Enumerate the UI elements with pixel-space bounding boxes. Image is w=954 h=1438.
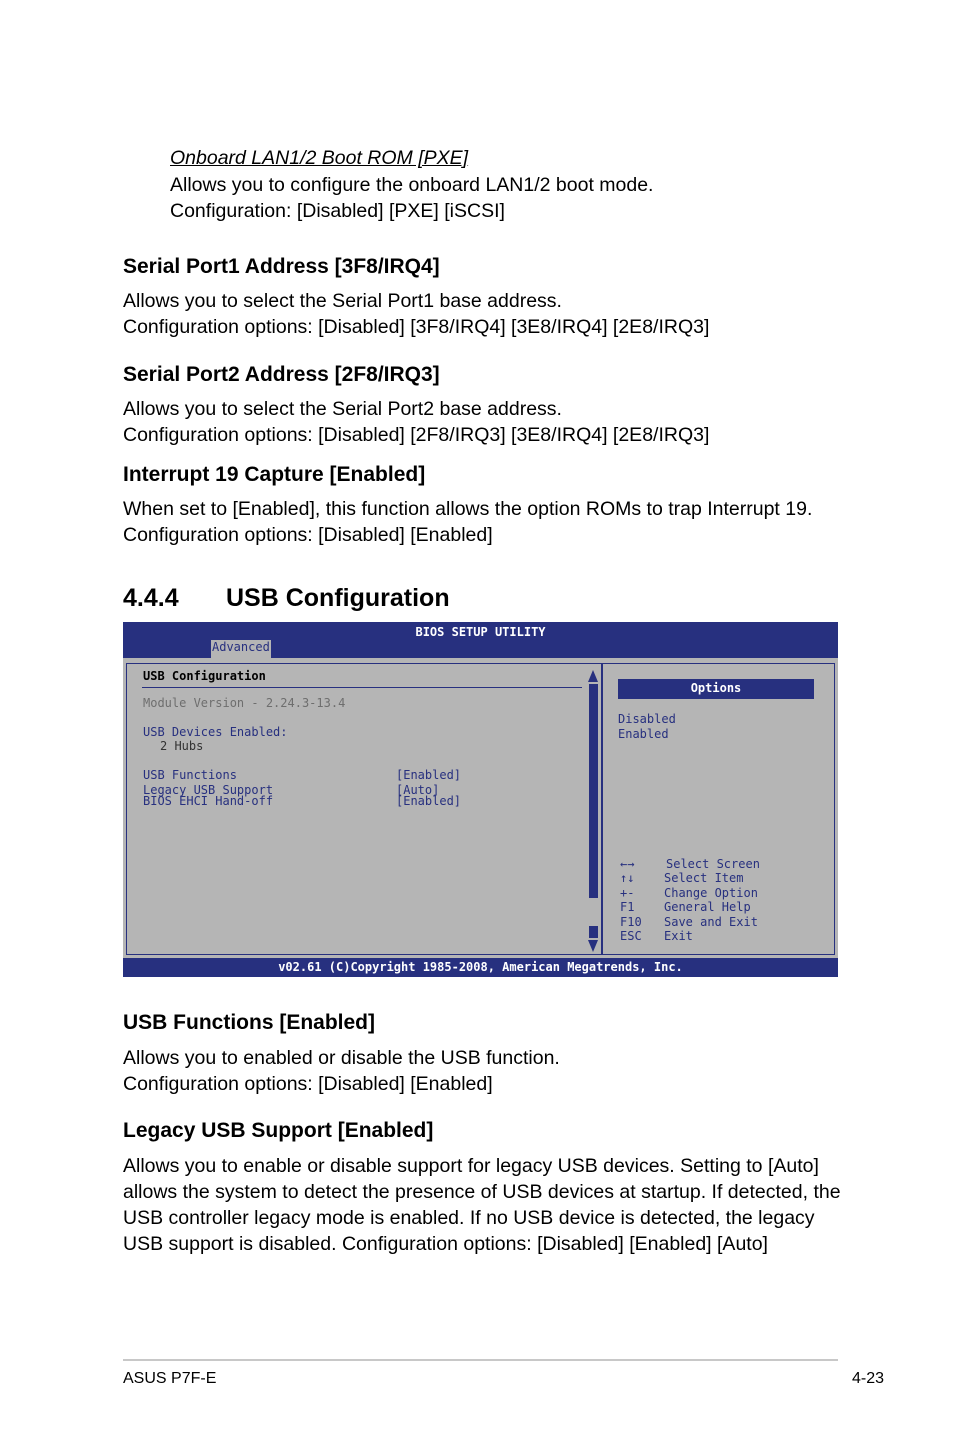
serial-port1-config: Configuration options: [Disabled] [3F8/IRQ4] [3E8/IRQ4] [2E8/IRQ3]: [123, 316, 710, 338]
serial-port2-desc: Allows you to select the Serial Port2 base address.: [123, 398, 562, 420]
legacy-usb-heading: Legacy USB Support [Enabled]: [123, 1119, 434, 1142]
lan-boot-rom-config: Configuration: [Disabled] [PXE] [iSCSI]: [170, 200, 505, 222]
bios-header: [123, 622, 838, 658]
help-exit: Exit: [664, 929, 693, 943]
bios-main-panel: [126, 663, 602, 955]
lan-boot-rom-desc: Allows you to configure the onboard LAN1/2 boot mode.: [170, 174, 654, 196]
help-general-help: General Help: [664, 900, 751, 914]
interrupt19-heading: Interrupt 19 Capture [Enabled]: [123, 463, 426, 486]
bios-value-legacy-usb[interactable]: [Auto]: [396, 783, 440, 797]
usb-functions-config: Configuration options: [Disabled] [Enabled]: [123, 1073, 493, 1095]
legacy-usb-line-3: USB controller legacy mode is enabled. If no USB device is detected, the legacy: [123, 1207, 815, 1229]
help-key-esc: ESC: [620, 929, 642, 943]
footer-product: ASUS P7F-E: [123, 1370, 217, 1387]
help-key-arrows-lr: ←→: [620, 857, 635, 871]
interrupt19-desc: When set to [Enabled], this function allows the option ROMs to trap Interrupt 19.: [123, 498, 813, 520]
serial-port2-heading: Serial Port2 Address [2F8/IRQ3]: [123, 363, 440, 386]
legacy-usb-line-2: allows the system to detect the presence of USB devices at startup. If detected, the: [123, 1181, 841, 1203]
bios-screen: [123, 622, 838, 977]
footer-page-number: 4-23: [852, 1370, 885, 1387]
serial-port1-desc: Allows you to select the Serial Port1 base address.: [123, 290, 562, 312]
help-change-option: Change Option: [664, 886, 758, 900]
module-version: Module Version - 2.24.3-13.4: [143, 696, 346, 710]
bios-value-ehci-handoff[interactable]: [Enabled]: [396, 794, 462, 808]
bios-title: BIOS SETUP UTILITY: [415, 625, 546, 639]
footer-rule: [123, 1359, 838, 1361]
usb-devices-value: 2 Hubs: [160, 739, 204, 753]
usb-functions-desc: Allows you to enabled or disable the USB function.: [123, 1047, 560, 1069]
section-number: 4.4.4: [123, 584, 179, 612]
bios-item-ehci-handoff[interactable]: BIOS EHCI Hand-off: [143, 794, 274, 808]
bios-help-panel: [602, 663, 835, 955]
legacy-usb-line-1: Allows you to enable or disable support for legacy USB devices. Setting to [Auto]: [123, 1155, 819, 1177]
bios-panel-title: USB Configuration: [143, 669, 266, 683]
help-save-exit: Save and Exit: [664, 915, 758, 929]
scroll-thumb[interactable]: [589, 898, 598, 926]
help-select-item: Select Item: [664, 871, 744, 885]
option-disabled[interactable]: Disabled: [618, 712, 676, 726]
legacy-usb-line-4: USB support is disabled. Configuration options: [Disabled] [Enabled] [Auto]: [123, 1233, 768, 1255]
bios-copyright: v02.61 (C)Copyright 1985-2008, American Megatrends, Inc.: [123, 958, 838, 977]
usb-functions-heading: USB Functions [Enabled]: [123, 1011, 375, 1034]
usb-devices-label: USB Devices Enabled:: [143, 725, 288, 739]
bios-title-divider: [142, 687, 582, 688]
interrupt19-config: Configuration options: [Disabled] [Enabled]: [123, 524, 493, 546]
help-select-screen: Select Screen: [666, 857, 760, 871]
tab-advanced[interactable]: Advanced: [211, 640, 271, 658]
section-title: USB Configuration: [226, 584, 450, 612]
help-key-f1: F1: [620, 900, 635, 914]
lan-boot-rom-title: Onboard LAN1/2 Boot ROM [PXE]: [170, 147, 469, 169]
serial-port1-heading: Serial Port1 Address [3F8/IRQ4]: [123, 255, 440, 278]
help-key-f10: F10: [620, 915, 642, 929]
option-enabled[interactable]: Enabled: [618, 727, 669, 741]
serial-port2-config: Configuration options: [Disabled] [2F8/IRQ3] [3E8/IRQ4] [2E8/IRQ3]: [123, 424, 710, 446]
options-header: Options: [618, 679, 814, 699]
bios-item-usb-functions[interactable]: USB Functions: [143, 768, 237, 782]
bios-value-usb-functions[interactable]: [Enabled]: [396, 768, 462, 782]
help-key-arrows-ud: ↑↓: [620, 871, 635, 885]
help-key-plusminus: +-: [620, 886, 635, 900]
scroll-up-icon[interactable]: [588, 670, 598, 682]
bios-scrollbar[interactable]: [588, 670, 599, 952]
bios-item-legacy-usb[interactable]: Legacy USB Support: [143, 783, 274, 797]
scroll-down-icon[interactable]: [588, 940, 598, 952]
